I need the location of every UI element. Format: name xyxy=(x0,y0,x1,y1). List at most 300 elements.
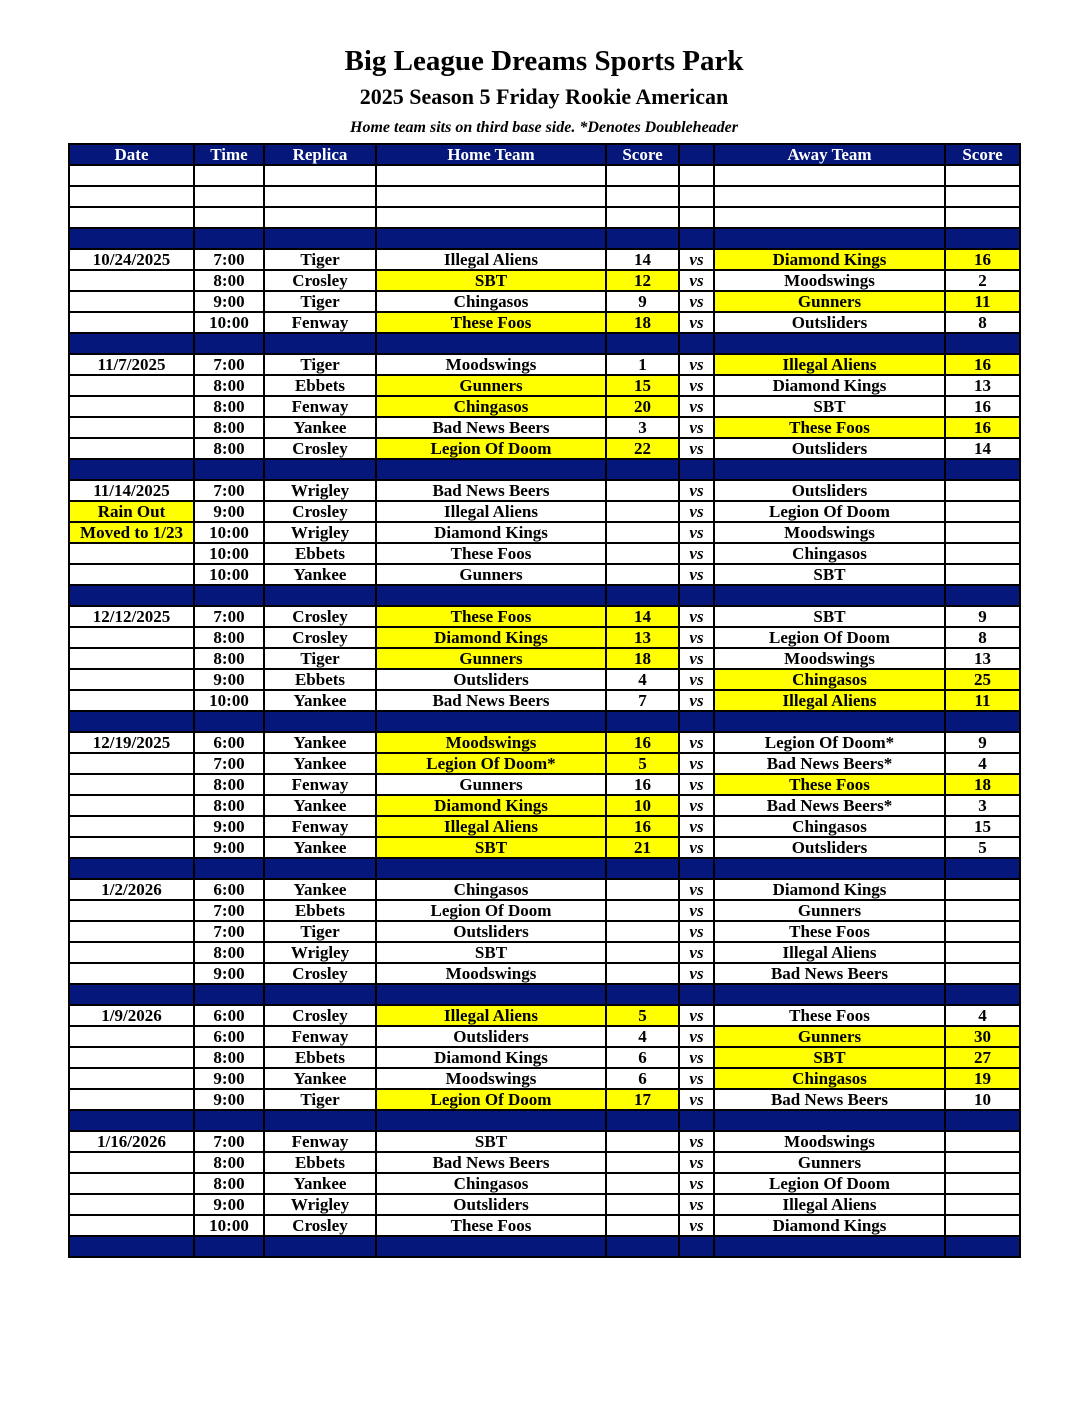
replica-cell: Yankee xyxy=(264,417,376,438)
away-score-cell xyxy=(945,858,1020,879)
home-team-cell: These Foos xyxy=(376,312,606,333)
date-cell xyxy=(69,1047,194,1068)
separator-row xyxy=(69,1236,1020,1257)
away-team-cell: Chingasos xyxy=(714,1068,945,1089)
home-team-cell xyxy=(376,858,606,879)
time-cell xyxy=(194,1236,264,1257)
game-row xyxy=(69,249,1020,270)
away-score-cell xyxy=(945,1131,1020,1152)
away-team-cell: Diamond Kings xyxy=(714,1215,945,1236)
replica-cell xyxy=(264,858,376,879)
time-cell xyxy=(194,186,264,207)
vs-cell: vs xyxy=(679,1068,714,1089)
game-row xyxy=(69,732,1020,753)
vs-cell: vs xyxy=(679,1194,714,1215)
date-cell: 1/9/2026 xyxy=(69,1005,194,1026)
time-cell: 8:00 xyxy=(194,438,264,459)
vs-cell xyxy=(679,1110,714,1131)
away-score-cell: 2 xyxy=(945,270,1020,291)
replica-cell: Fenway xyxy=(264,312,376,333)
date-cell xyxy=(69,1110,194,1131)
home-score-cell xyxy=(606,1194,679,1215)
time-cell: 6:00 xyxy=(194,879,264,900)
home-score-cell: 3 xyxy=(606,417,679,438)
vs-cell xyxy=(679,858,714,879)
date-cell: 12/19/2025 xyxy=(69,732,194,753)
away-team-cell xyxy=(714,984,945,1005)
game-row xyxy=(69,312,1020,333)
vs-cell: vs xyxy=(679,543,714,564)
blank-row xyxy=(69,165,1020,186)
away-score-cell: 4 xyxy=(945,753,1020,774)
away-team-cell xyxy=(714,459,945,480)
replica-cell: Tiger xyxy=(264,921,376,942)
home-team-cell: Outsliders xyxy=(376,921,606,942)
home-team-cell: Gunners xyxy=(376,375,606,396)
replica-cell: Ebbets xyxy=(264,375,376,396)
game-row xyxy=(69,1131,1020,1152)
away-team-cell: Legion Of Doom* xyxy=(714,732,945,753)
away-team-cell: SBT xyxy=(714,396,945,417)
home-team-cell xyxy=(376,585,606,606)
away-team-cell: Chingasos xyxy=(714,816,945,837)
replica-cell: Fenway xyxy=(264,774,376,795)
away-team-cell: These Foos xyxy=(714,921,945,942)
date-cell: 1/2/2026 xyxy=(69,879,194,900)
time-cell: 7:00 xyxy=(194,900,264,921)
date-cell xyxy=(69,858,194,879)
game-row xyxy=(69,354,1020,375)
time-cell: 10:00 xyxy=(194,312,264,333)
date-cell xyxy=(69,417,194,438)
game-row xyxy=(69,963,1020,984)
time-cell xyxy=(194,459,264,480)
blank-row xyxy=(69,207,1020,228)
away-team-cell xyxy=(714,711,945,732)
replica-cell: Fenway xyxy=(264,396,376,417)
away-team-cell: Gunners xyxy=(714,291,945,312)
away-score-cell: 15 xyxy=(945,816,1020,837)
home-team-cell xyxy=(376,1236,606,1257)
replica-cell: Wrigley xyxy=(264,942,376,963)
vs-cell: vs xyxy=(679,291,714,312)
away-team-cell: Bad News Beers xyxy=(714,1089,945,1110)
time-cell xyxy=(194,165,264,186)
game-row xyxy=(69,900,1020,921)
game-row xyxy=(69,480,1020,501)
vs-cell: vs xyxy=(679,774,714,795)
date-cell xyxy=(69,228,194,249)
game-row xyxy=(69,417,1020,438)
game-row xyxy=(69,291,1020,312)
away-team-cell: Chingasos xyxy=(714,669,945,690)
game-row xyxy=(69,774,1020,795)
home-team-cell: Gunners xyxy=(376,648,606,669)
home-team-cell: Legion Of Doom xyxy=(376,1089,606,1110)
away-team-cell: Diamond Kings xyxy=(714,879,945,900)
separator-row xyxy=(69,459,1020,480)
replica-cell: Tiger xyxy=(264,354,376,375)
game-row xyxy=(69,1194,1020,1215)
home-score-cell xyxy=(606,228,679,249)
date-cell xyxy=(69,312,194,333)
home-score-cell xyxy=(606,207,679,228)
home-score-cell: 15 xyxy=(606,375,679,396)
time-cell: 6:00 xyxy=(194,732,264,753)
replica-cell: Ebbets xyxy=(264,1047,376,1068)
vs-cell: vs xyxy=(679,1173,714,1194)
away-score-cell: 9 xyxy=(945,732,1020,753)
time-cell: 8:00 xyxy=(194,1047,264,1068)
home-team-cell xyxy=(376,207,606,228)
away-score-cell xyxy=(945,459,1020,480)
date-cell xyxy=(69,921,194,942)
home-team-cell: Bad News Beers xyxy=(376,480,606,501)
home-team-cell: Illegal Aliens xyxy=(376,1005,606,1026)
replica-cell xyxy=(264,165,376,186)
vs-cell: vs xyxy=(679,1047,714,1068)
date-cell: 1/16/2026 xyxy=(69,1131,194,1152)
vs-cell: vs xyxy=(679,669,714,690)
game-row xyxy=(69,543,1020,564)
home-score-cell xyxy=(606,1110,679,1131)
home-team-cell xyxy=(376,228,606,249)
game-row xyxy=(69,816,1020,837)
away-team-cell: These Foos xyxy=(714,417,945,438)
col-header-date: Date xyxy=(69,144,194,165)
home-score-cell xyxy=(606,963,679,984)
away-score-cell xyxy=(945,942,1020,963)
home-score-cell xyxy=(606,585,679,606)
vs-cell xyxy=(679,711,714,732)
away-team-cell xyxy=(714,228,945,249)
home-score-cell xyxy=(606,921,679,942)
time-cell: 10:00 xyxy=(194,564,264,585)
game-row xyxy=(69,1047,1020,1068)
date-cell: Rain Out xyxy=(69,501,194,522)
date-cell: 11/7/2025 xyxy=(69,354,194,375)
away-score-cell: 16 xyxy=(945,249,1020,270)
away-team-cell: Outsliders xyxy=(714,438,945,459)
date-cell: Moved to 1/23 xyxy=(69,522,194,543)
home-score-cell: 12 xyxy=(606,270,679,291)
replica-cell: Tiger xyxy=(264,249,376,270)
away-score-cell: 5 xyxy=(945,837,1020,858)
replica-cell: Crosley xyxy=(264,270,376,291)
replica-cell: Fenway xyxy=(264,816,376,837)
vs-cell: vs xyxy=(679,501,714,522)
replica-cell: Yankee xyxy=(264,564,376,585)
home-score-cell: 9 xyxy=(606,291,679,312)
replica-cell xyxy=(264,228,376,249)
date-cell xyxy=(69,564,194,585)
game-row xyxy=(69,795,1020,816)
header-row xyxy=(69,144,1020,165)
date-cell xyxy=(69,585,194,606)
away-team-cell xyxy=(714,333,945,354)
replica-cell: Ebbets xyxy=(264,669,376,690)
replica-cell: Wrigley xyxy=(264,1194,376,1215)
replica-cell: Fenway xyxy=(264,1026,376,1047)
vs-cell: vs xyxy=(679,837,714,858)
vs-cell: vs xyxy=(679,606,714,627)
date-cell xyxy=(69,627,194,648)
vs-cell: vs xyxy=(679,690,714,711)
away-score-cell xyxy=(945,543,1020,564)
vs-cell: vs xyxy=(679,522,714,543)
away-team-cell: SBT xyxy=(714,1047,945,1068)
blank-row xyxy=(69,186,1020,207)
date-cell xyxy=(69,648,194,669)
away-team-cell: Bad News Beers xyxy=(714,963,945,984)
home-team-cell: SBT xyxy=(376,837,606,858)
date-cell xyxy=(69,774,194,795)
col-header-vs xyxy=(679,144,714,165)
home-team-cell: These Foos xyxy=(376,606,606,627)
away-score-cell: 19 xyxy=(945,1068,1020,1089)
away-score-cell xyxy=(945,165,1020,186)
time-cell xyxy=(194,984,264,1005)
date-cell: 12/12/2025 xyxy=(69,606,194,627)
replica-cell xyxy=(264,711,376,732)
vs-cell: vs xyxy=(679,648,714,669)
away-score-cell xyxy=(945,333,1020,354)
vs-cell: vs xyxy=(679,816,714,837)
home-team-cell: Chingasos xyxy=(376,396,606,417)
home-score-cell: 7 xyxy=(606,690,679,711)
replica-cell: Crosley xyxy=(264,963,376,984)
time-cell: 9:00 xyxy=(194,816,264,837)
vs-cell xyxy=(679,1236,714,1257)
replica-cell: Yankee xyxy=(264,1173,376,1194)
away-score-cell xyxy=(945,921,1020,942)
vs-cell: vs xyxy=(679,879,714,900)
home-team-cell: Bad News Beers xyxy=(376,417,606,438)
home-team-cell xyxy=(376,333,606,354)
home-team-cell xyxy=(376,711,606,732)
away-score-cell: 30 xyxy=(945,1026,1020,1047)
replica-cell xyxy=(264,585,376,606)
col-header-replica: Replica xyxy=(264,144,376,165)
home-score-cell xyxy=(606,858,679,879)
away-score-cell xyxy=(945,585,1020,606)
home-score-cell xyxy=(606,942,679,963)
time-cell: 8:00 xyxy=(194,1173,264,1194)
home-team-cell: Legion Of Doom xyxy=(376,900,606,921)
home-score-cell: 22 xyxy=(606,438,679,459)
schedule-table xyxy=(68,143,1021,1258)
vs-cell: vs xyxy=(679,249,714,270)
date-cell xyxy=(69,459,194,480)
vs-cell xyxy=(679,585,714,606)
date-cell xyxy=(69,816,194,837)
vs-cell: vs xyxy=(679,1131,714,1152)
away-score-cell xyxy=(945,564,1020,585)
vs-cell xyxy=(679,207,714,228)
separator-row xyxy=(69,333,1020,354)
away-team-cell: Illegal Aliens xyxy=(714,690,945,711)
away-team-cell xyxy=(714,1236,945,1257)
away-team-cell: Gunners xyxy=(714,1026,945,1047)
home-score-cell: 16 xyxy=(606,732,679,753)
time-cell: 8:00 xyxy=(194,648,264,669)
date-cell: 10/24/2025 xyxy=(69,249,194,270)
away-score-cell xyxy=(945,963,1020,984)
home-team-cell: Illegal Aliens xyxy=(376,249,606,270)
time-cell xyxy=(194,711,264,732)
game-row xyxy=(69,375,1020,396)
away-score-cell: 25 xyxy=(945,669,1020,690)
vs-cell: vs xyxy=(679,1089,714,1110)
home-score-cell: 10 xyxy=(606,795,679,816)
home-team-cell: Legion Of Doom* xyxy=(376,753,606,774)
col-header-away-score: Score xyxy=(945,144,1020,165)
time-cell: 10:00 xyxy=(194,543,264,564)
date-cell xyxy=(69,753,194,774)
away-score-cell xyxy=(945,186,1020,207)
date-cell xyxy=(69,1152,194,1173)
replica-cell xyxy=(264,984,376,1005)
away-score-cell: 18 xyxy=(945,774,1020,795)
home-score-cell xyxy=(606,543,679,564)
away-team-cell: Outsliders xyxy=(714,837,945,858)
time-cell: 9:00 xyxy=(194,1089,264,1110)
away-team-cell xyxy=(714,165,945,186)
away-team-cell: Legion Of Doom xyxy=(714,627,945,648)
date-cell xyxy=(69,207,194,228)
time-cell: 10:00 xyxy=(194,1215,264,1236)
home-team-cell: Diamond Kings xyxy=(376,627,606,648)
time-cell: 8:00 xyxy=(194,396,264,417)
away-team-cell xyxy=(714,207,945,228)
away-score-cell: 16 xyxy=(945,417,1020,438)
vs-cell: vs xyxy=(679,564,714,585)
away-score-cell: 3 xyxy=(945,795,1020,816)
time-cell: 8:00 xyxy=(194,375,264,396)
home-team-cell: Illegal Aliens xyxy=(376,501,606,522)
time-cell: 9:00 xyxy=(194,669,264,690)
away-score-cell: 4 xyxy=(945,1005,1020,1026)
time-cell: 7:00 xyxy=(194,753,264,774)
date-cell xyxy=(69,1215,194,1236)
replica-cell: Tiger xyxy=(264,648,376,669)
away-team-cell: Chingasos xyxy=(714,543,945,564)
home-score-cell: 13 xyxy=(606,627,679,648)
home-score-cell: 6 xyxy=(606,1068,679,1089)
vs-cell xyxy=(679,984,714,1005)
date-cell xyxy=(69,1026,194,1047)
home-score-cell xyxy=(606,1173,679,1194)
date-cell xyxy=(69,1068,194,1089)
home-score-cell xyxy=(606,900,679,921)
away-team-cell: Legion Of Doom xyxy=(714,501,945,522)
vs-cell: vs xyxy=(679,921,714,942)
date-cell xyxy=(69,690,194,711)
replica-cell: Ebbets xyxy=(264,1152,376,1173)
time-cell: 8:00 xyxy=(194,774,264,795)
away-score-cell: 10 xyxy=(945,1089,1020,1110)
home-score-cell xyxy=(606,1236,679,1257)
date-cell xyxy=(69,333,194,354)
home-score-cell xyxy=(606,333,679,354)
time-cell: 7:00 xyxy=(194,249,264,270)
replica-cell: Tiger xyxy=(264,1089,376,1110)
away-team-cell xyxy=(714,585,945,606)
away-score-cell xyxy=(945,1215,1020,1236)
vs-cell: vs xyxy=(679,732,714,753)
game-row xyxy=(69,690,1020,711)
away-score-cell xyxy=(945,207,1020,228)
away-team-cell: Moodswings xyxy=(714,648,945,669)
home-team-cell: Outsliders xyxy=(376,1194,606,1215)
date-cell xyxy=(69,543,194,564)
game-row xyxy=(69,438,1020,459)
home-team-cell: SBT xyxy=(376,270,606,291)
replica-cell xyxy=(264,207,376,228)
away-team-cell: Diamond Kings xyxy=(714,375,945,396)
home-team-cell: Gunners xyxy=(376,774,606,795)
vs-cell: vs xyxy=(679,1005,714,1026)
away-team-cell: Bad News Beers* xyxy=(714,795,945,816)
home-score-cell: 16 xyxy=(606,816,679,837)
home-score-cell: 16 xyxy=(606,774,679,795)
vs-cell xyxy=(679,459,714,480)
vs-cell: vs xyxy=(679,753,714,774)
game-row xyxy=(69,564,1020,585)
page-note: Home team sits on third base side. *Denotes Doubleheader xyxy=(350,119,738,136)
game-row xyxy=(69,837,1020,858)
time-cell: 10:00 xyxy=(194,522,264,543)
game-row xyxy=(69,648,1020,669)
home-team-cell: Chingasos xyxy=(376,879,606,900)
replica-cell: Yankee xyxy=(264,879,376,900)
date-cell xyxy=(69,1173,194,1194)
home-score-cell xyxy=(606,879,679,900)
time-cell: 7:00 xyxy=(194,354,264,375)
time-cell: 9:00 xyxy=(194,291,264,312)
replica-cell: Crosley xyxy=(264,1005,376,1026)
time-cell xyxy=(194,585,264,606)
vs-cell: vs xyxy=(679,438,714,459)
home-score-cell: 5 xyxy=(606,1005,679,1026)
page-title: Big League Dreams Sports Park xyxy=(344,45,744,77)
home-team-cell xyxy=(376,459,606,480)
replica-cell: Yankee xyxy=(264,837,376,858)
home-team-cell: Bad News Beers xyxy=(376,1152,606,1173)
vs-cell: vs xyxy=(679,375,714,396)
away-score-cell xyxy=(945,1152,1020,1173)
replica-cell: Wrigley xyxy=(264,480,376,501)
date-cell xyxy=(69,186,194,207)
time-cell xyxy=(194,228,264,249)
game-row xyxy=(69,1173,1020,1194)
home-score-cell: 18 xyxy=(606,648,679,669)
away-score-cell xyxy=(945,1236,1020,1257)
home-score-cell xyxy=(606,1215,679,1236)
date-cell xyxy=(69,1236,194,1257)
home-score-cell: 14 xyxy=(606,606,679,627)
separator-row xyxy=(69,1110,1020,1131)
home-score-cell: 14 xyxy=(606,249,679,270)
vs-cell: vs xyxy=(679,900,714,921)
away-score-cell xyxy=(945,228,1020,249)
replica-cell: Fenway xyxy=(264,1131,376,1152)
replica-cell xyxy=(264,459,376,480)
vs-cell xyxy=(679,228,714,249)
time-cell: 9:00 xyxy=(194,963,264,984)
col-header-time: Time xyxy=(194,144,264,165)
game-row xyxy=(69,1089,1020,1110)
